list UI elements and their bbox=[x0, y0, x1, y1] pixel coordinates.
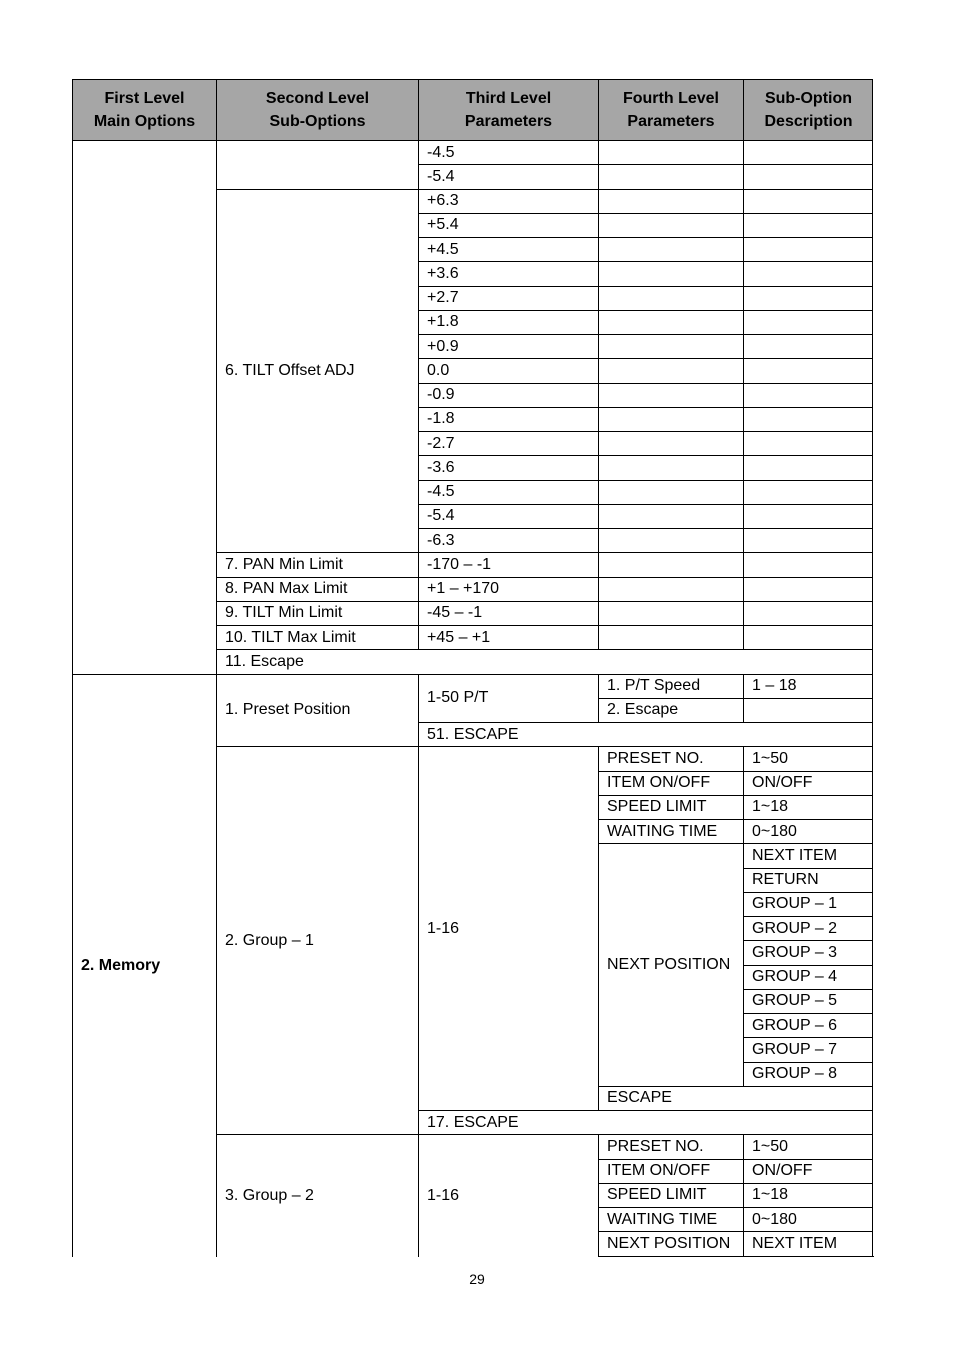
fourth-level-cell bbox=[598, 528, 743, 552]
description-cell: 1~18 bbox=[743, 1183, 873, 1207]
fourth-level-cell: PRESET NO. bbox=[598, 746, 743, 770]
description-cell: 1~50 bbox=[743, 1134, 873, 1158]
description-cell: RETURN bbox=[743, 868, 873, 892]
description-cell: 0~180 bbox=[743, 1207, 873, 1231]
description-cell: NEXT ITEM bbox=[743, 1231, 873, 1255]
fourth-level-cell bbox=[598, 286, 743, 310]
third-level-cell: 1-50 P/T bbox=[418, 674, 598, 723]
third-level-cell: 51. ESCAPE bbox=[418, 722, 873, 746]
description-cell: GROUP – 7 bbox=[743, 1037, 873, 1061]
fourth-level-cell: 2. Escape bbox=[598, 698, 743, 722]
description-cell bbox=[743, 310, 873, 334]
fourth-level-cell: SPEED LIMIT bbox=[598, 1183, 743, 1207]
fourth-level-cell bbox=[598, 213, 743, 237]
fourth-level-cell: ITEM ON/OFF bbox=[598, 771, 743, 795]
second-level-cell: 10. TILT Max Limit bbox=[216, 625, 418, 649]
header-cell bbox=[216, 79, 418, 140]
header-cell bbox=[598, 79, 743, 140]
third-level-cell: -2.7 bbox=[418, 431, 598, 455]
header-cell bbox=[743, 79, 873, 140]
header-line: Third Level bbox=[465, 90, 552, 107]
description-cell: 1~18 bbox=[743, 795, 873, 819]
description-cell: ON/OFF bbox=[743, 1159, 873, 1183]
third-level-cell: +1 – +170 bbox=[418, 577, 598, 601]
header-line: Fourth Level bbox=[622, 90, 719, 107]
second-level-cell: 2. Group – 1 bbox=[216, 746, 418, 1134]
second-level-cell: 9. TILT Min Limit bbox=[216, 601, 418, 625]
third-level-cell: +3.6 bbox=[418, 261, 598, 285]
third-level-cell: +0.9 bbox=[418, 334, 598, 358]
description-cell bbox=[743, 625, 873, 649]
third-level-cell: +5.4 bbox=[418, 213, 598, 237]
description-cell: GROUP – 6 bbox=[743, 1013, 873, 1037]
fourth-level-cell: NEXT POSITION bbox=[598, 1231, 743, 1255]
third-level-cell: -170 – -1 bbox=[418, 552, 598, 576]
fourth-level-cell bbox=[598, 310, 743, 334]
header-line: First Level bbox=[104, 90, 185, 107]
description-cell bbox=[743, 601, 873, 625]
header-line: Second Level bbox=[265, 90, 370, 107]
second-level-cell: 1. Preset Position bbox=[216, 674, 418, 747]
description-cell bbox=[743, 286, 873, 310]
third-level-cell: -6.3 bbox=[418, 528, 598, 552]
header-line: Main Options bbox=[93, 113, 196, 130]
third-level-cell: 1-16 bbox=[418, 746, 598, 1110]
fourth-level-cell bbox=[598, 164, 743, 188]
third-level-cell: -5.4 bbox=[418, 164, 598, 188]
third-level-cell: -5.4 bbox=[418, 504, 598, 528]
second-level-cell: 11. Escape bbox=[216, 649, 873, 673]
third-level-cell: +4.5 bbox=[418, 237, 598, 261]
fourth-level-cell bbox=[598, 334, 743, 358]
fourth-level-cell bbox=[598, 431, 743, 455]
description-cell bbox=[743, 213, 873, 237]
description-cell: ON/OFF bbox=[743, 771, 873, 795]
description-cell bbox=[743, 577, 873, 601]
description-cell bbox=[743, 455, 873, 479]
second-level-cell: 8. PAN Max Limit bbox=[216, 577, 418, 601]
description-cell bbox=[743, 504, 873, 528]
description-cell: GROUP – 5 bbox=[743, 989, 873, 1013]
header-line: Parameters bbox=[464, 113, 553, 130]
description-cell: NEXT ITEM bbox=[743, 843, 873, 867]
third-level-cell: 17. ESCAPE bbox=[418, 1110, 873, 1134]
description-cell bbox=[743, 407, 873, 431]
fourth-level-cell: ESCAPE bbox=[598, 1086, 873, 1110]
fourth-level-cell: 1. P/T Speed bbox=[598, 674, 743, 698]
description-cell bbox=[743, 334, 873, 358]
description-cell bbox=[743, 237, 873, 261]
fourth-level-cell bbox=[598, 625, 743, 649]
header-line: Sub-Options bbox=[269, 113, 366, 130]
table-right-border bbox=[872, 79, 873, 1257]
description-cell bbox=[743, 480, 873, 504]
first-level-cell bbox=[72, 140, 216, 674]
fourth-level-cell: NEXT POSITION bbox=[598, 843, 743, 1086]
description-cell: GROUP – 2 bbox=[743, 916, 873, 940]
fourth-level-cell: ITEM ON/OFF bbox=[598, 1159, 743, 1183]
third-level-cell: -45 – -1 bbox=[418, 601, 598, 625]
header-cell bbox=[72, 79, 216, 140]
description-cell: 1 – 18 bbox=[743, 674, 873, 698]
third-level-cell: +6.3 bbox=[418, 189, 598, 213]
third-level-cell: -1.8 bbox=[418, 407, 598, 431]
fourth-level-cell: SPEED LIMIT bbox=[598, 795, 743, 819]
second-level-cell: 7. PAN Min Limit bbox=[216, 552, 418, 576]
third-level-cell: -4.5 bbox=[418, 140, 598, 164]
description-cell: GROUP – 1 bbox=[743, 892, 873, 916]
description-cell: 1~50 bbox=[743, 746, 873, 770]
second-level-cell: 3. Group – 2 bbox=[216, 1134, 418, 1257]
table-bottom-border bbox=[598, 1256, 874, 1257]
description-cell bbox=[743, 431, 873, 455]
fourth-level-cell bbox=[598, 455, 743, 479]
third-level-cell: +45 – +1 bbox=[418, 625, 598, 649]
fourth-level-cell bbox=[598, 552, 743, 576]
description-cell bbox=[743, 140, 873, 164]
fourth-level-cell bbox=[598, 189, 743, 213]
description-cell bbox=[743, 164, 873, 188]
third-level-cell: -3.6 bbox=[418, 455, 598, 479]
third-level-cell: 0.0 bbox=[418, 358, 598, 382]
description-cell bbox=[743, 261, 873, 285]
fourth-level-cell bbox=[598, 480, 743, 504]
header-line: Parameters bbox=[627, 113, 715, 130]
page-number: 29 bbox=[469, 1271, 485, 1287]
header-line: Sub-Option bbox=[764, 90, 853, 107]
third-level-cell: -0.9 bbox=[418, 383, 598, 407]
description-cell bbox=[743, 358, 873, 382]
third-level-cell: -4.5 bbox=[418, 480, 598, 504]
fourth-level-cell: PRESET NO. bbox=[598, 1134, 743, 1158]
description-cell bbox=[743, 189, 873, 213]
second-level-cell bbox=[216, 140, 418, 189]
first-level-cell: 2. Memory bbox=[72, 674, 216, 1258]
fourth-level-cell bbox=[598, 504, 743, 528]
description-cell: GROUP – 8 bbox=[743, 1062, 873, 1086]
description-cell: 0~180 bbox=[743, 819, 873, 843]
menu-table bbox=[72, 79, 873, 1257]
fourth-level-cell bbox=[598, 577, 743, 601]
description-cell bbox=[743, 698, 873, 722]
description-cell bbox=[743, 383, 873, 407]
fourth-level-cell bbox=[598, 383, 743, 407]
fourth-level-cell bbox=[598, 261, 743, 285]
third-level-cell: +2.7 bbox=[418, 286, 598, 310]
fourth-level-cell bbox=[598, 237, 743, 261]
third-level-cell: 1-16 bbox=[418, 1134, 598, 1257]
header-line: Description bbox=[764, 113, 853, 130]
description-cell bbox=[743, 552, 873, 576]
fourth-level-cell bbox=[598, 358, 743, 382]
fourth-level-cell bbox=[598, 601, 743, 625]
second-level-cell: 6. TILT Offset ADJ bbox=[216, 189, 418, 553]
fourth-level-cell bbox=[598, 140, 743, 164]
fourth-level-cell bbox=[598, 407, 743, 431]
fourth-level-cell: WAITING TIME bbox=[598, 1207, 743, 1231]
description-cell: GROUP – 3 bbox=[743, 940, 873, 964]
third-level-cell: +1.8 bbox=[418, 310, 598, 334]
header-cell bbox=[418, 79, 598, 140]
description-cell: GROUP – 4 bbox=[743, 965, 873, 989]
description-cell bbox=[743, 528, 873, 552]
fourth-level-cell: WAITING TIME bbox=[598, 819, 743, 843]
